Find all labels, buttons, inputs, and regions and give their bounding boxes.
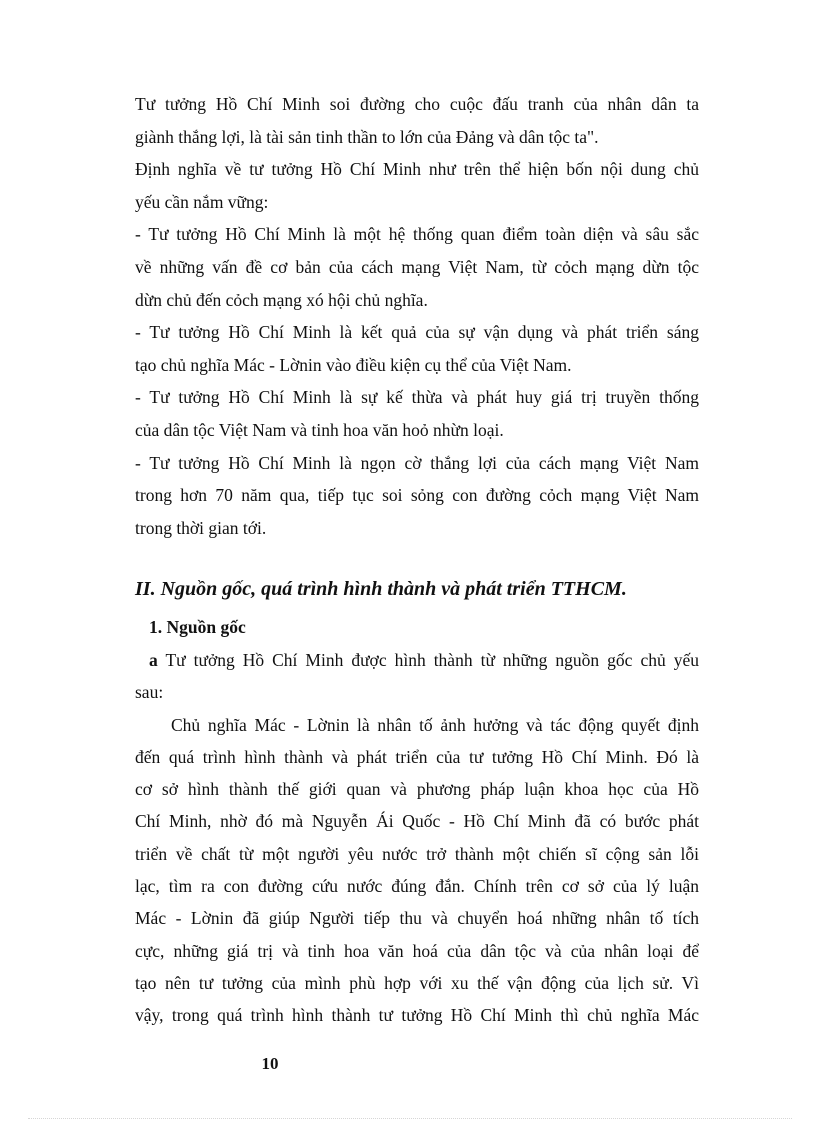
text-line: trong thời gian tới. — [135, 517, 267, 538]
text-line: - Tư tưởng Hồ Chí Minh là một hệ thống quan điểm toàn diện và sâu sắc — [135, 224, 699, 245]
text-line: đến quá trình hình thành và phát triển của tư tưởng Hồ Chí Minh. Đó là — [135, 746, 699, 767]
text-line: vậy, trong quá trình hình thành tư tưởng Hồ Chí Minh thì chủ nghĩa Mác — [135, 1005, 699, 1026]
section-heading-container — [135, 574, 735, 604]
text-line: Tư tưởng Hồ Chí Minh soi đường cho cuộc đấu tranh của nhân dân ta — [135, 94, 699, 114]
text-line: - Tư tưởng Hồ Chí Minh là kết quả của sự vận dụng và phát triển sáng — [135, 322, 699, 343]
text-line: dừn chủ đến cỏch mạng xó hội chủ nghĩa. — [135, 289, 428, 310]
item-a-line — [135, 644, 699, 676]
text-line: triển về chất từ một người yêu nước trở thành một chiến sĩ cộng sản lỗi — [135, 843, 699, 864]
subsection-heading: 1. Nguồn gốc — [149, 617, 246, 637]
text-line: Mác - Lờnin đã giúp Người tiếp thu và chuyển hoá những nhân tố tích — [135, 908, 699, 929]
text-line: trong hơn 70 năm qua, tiếp tục soi sỏng con đường cỏch mạng Việt Nam — [135, 485, 699, 506]
text-line: của dân tộc Việt Nam và tinh hoa văn hoỏ nhừn loại. — [135, 419, 504, 440]
text-line: về những vấn đề cơ bản của cách mạng Việt Nam, từ cỏch mạng dừn tộc — [135, 256, 699, 277]
text-line: Định nghĩa về tư tưởng Hồ Chí Minh như trên thể hiện bốn nội dung chủ — [135, 159, 699, 180]
text-line: tạo nên tư tưởng của mình phù hợp với xu thế vận động của lịch sử. Vì — [135, 972, 699, 993]
text-line: Chủ nghĩa Mác - Lờnin là nhân tố ảnh hưởng và tác động quyết định — [171, 714, 699, 735]
text-line: cơ sở hình thành thế giới quan và phương pháp luận khoa học của Hồ — [135, 779, 699, 800]
text-line: cực, những giá trị và tinh hoa văn hoá của dân tộc và của nhân loại để — [135, 940, 699, 961]
text-line: tạo chủ nghĩa Mác - Lờnin vào điều kiện cụ thể của Việt Nam. — [135, 354, 572, 375]
bottom-dotted-rule — [28, 1118, 792, 1119]
item-a-text: Tư tưởng Hồ Chí Minh được hình thành từ những nguồn gốc chủ yếu — [165, 650, 699, 670]
section-heading: II. Nguồn gốc, quá trình hình thành và phát triển TTHCM. — [135, 578, 627, 600]
text-line: giành thắng lợi, là tài sản tinh thần to lớn của Đảng và dân tộc ta". — [135, 126, 599, 147]
page-number: 10 — [261, 1054, 279, 1073]
origin-text-block — [135, 644, 699, 1032]
text-line: Chí Minh, nhờ đó mà Nguyễn Ái Quốc - Hồ Chí Minh đã có bước phát — [135, 811, 699, 832]
item-a-line-2: sau: — [135, 682, 164, 703]
intro-text-block — [135, 88, 699, 544]
text-line: - Tư tưởng Hồ Chí Minh là sự kế thừa và phát huy giá trị truyền thống — [135, 387, 699, 408]
text-line: yếu cần nắm vững: — [135, 191, 269, 212]
text-line: - Tư tưởng Hồ Chí Minh là ngọn cờ thắng lợi của cách mạng Việt Nam — [135, 452, 699, 473]
text-line: lạc, tìm ra con đường cứu nước đúng đắn. Chính trên cơ sở của lý luận — [135, 876, 699, 897]
item-a-label: a — [149, 650, 158, 670]
